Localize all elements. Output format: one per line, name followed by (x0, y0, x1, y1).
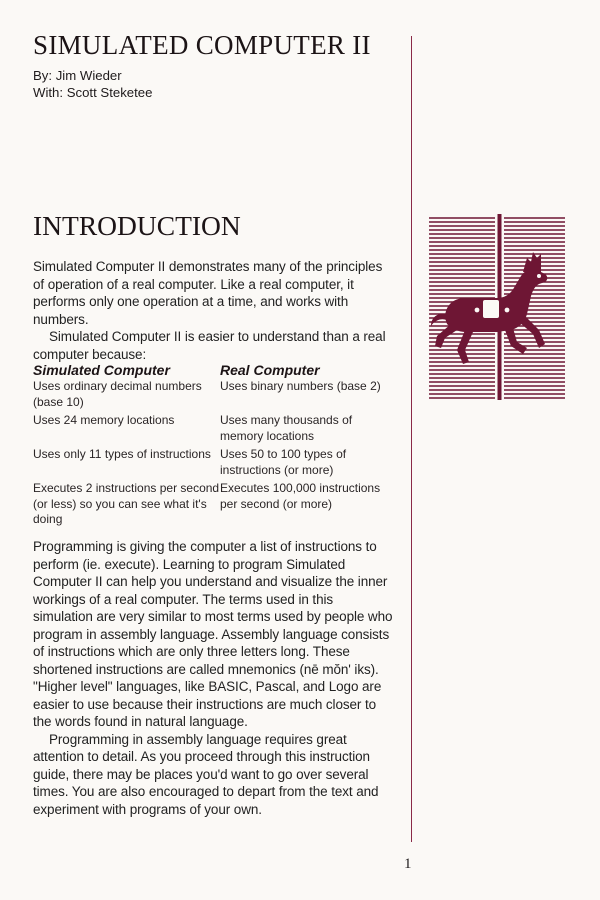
real-cell: Uses 50 to 100 types of instructions (or more) (220, 447, 347, 477)
simulated-cell: Uses 24 memory locations (33, 413, 175, 427)
credits (33, 67, 152, 101)
vertical-rule (411, 36, 412, 842)
intro-paragraph-2: Simulated Computer II is easier to understand than a real computer because: (33, 329, 386, 362)
comparison-row (33, 379, 393, 410)
carousel-horse-icon (427, 214, 567, 400)
comparison-table (33, 362, 393, 528)
comparison-header (33, 362, 393, 379)
document-title: SIMULATED COMPUTER II (33, 30, 371, 60)
comparison-row (33, 413, 393, 444)
section-heading: INTRODUCTION (33, 210, 241, 241)
programming-paragraph: Programming is giving the computer a list of instructions to perform (ie. execute). Learning to program Simulated Computer II can help you understand and visualize the inner workings of a real computer. The terms used in this simulation are very similar to most terms used by people who program in assembly language. Assembly language consists of instructions which are only three letters long. These shortened instructions are called mnemonics (nē mŏn' iks). "Higher level" languages, like BASIC, Pascal, and Logo are easier to use because their instructions are much closer to the words found in natural language. (33, 539, 393, 729)
real-cell: Uses many thousands of memory locations (220, 413, 353, 443)
comparison-row (33, 481, 393, 528)
coauthor-line: With: Scott Steketee (33, 85, 153, 100)
real-cell: Uses binary numbers (base 2) (220, 379, 381, 393)
comparison-row (33, 447, 393, 478)
intro-text (33, 258, 393, 363)
simulated-cell: Executes 2 instructions per second (or less) so you can see what it's doing (33, 481, 220, 526)
simulated-cell: Uses only 11 types of instructions (33, 447, 211, 461)
real-computer-header: Real Computer (220, 362, 320, 378)
intro-paragraph-1: Simulated Computer II demonstrates many of the principles of operation of a real computer. Like a real computer, it performs only one operation at a time, and works with numbers. (33, 259, 383, 327)
author-line: By: Jim Wieder (33, 68, 122, 83)
body-text (33, 538, 393, 818)
page-number: 1 (404, 856, 412, 872)
assembly-paragraph: Programming in assembly language requires great attention to detail. As you proceed through this instruction guide, there may be places you'd want to go over several times. You are also encouraged to depart from the text and experiment with programs of your own. (33, 731, 379, 817)
simulated-cell: Uses ordinary decimal numbers (base 10) (33, 379, 202, 409)
real-cell: Executes 100,000 instructions per second (or more) (220, 481, 381, 511)
simulated-computer-header: Simulated Computer (33, 362, 170, 378)
